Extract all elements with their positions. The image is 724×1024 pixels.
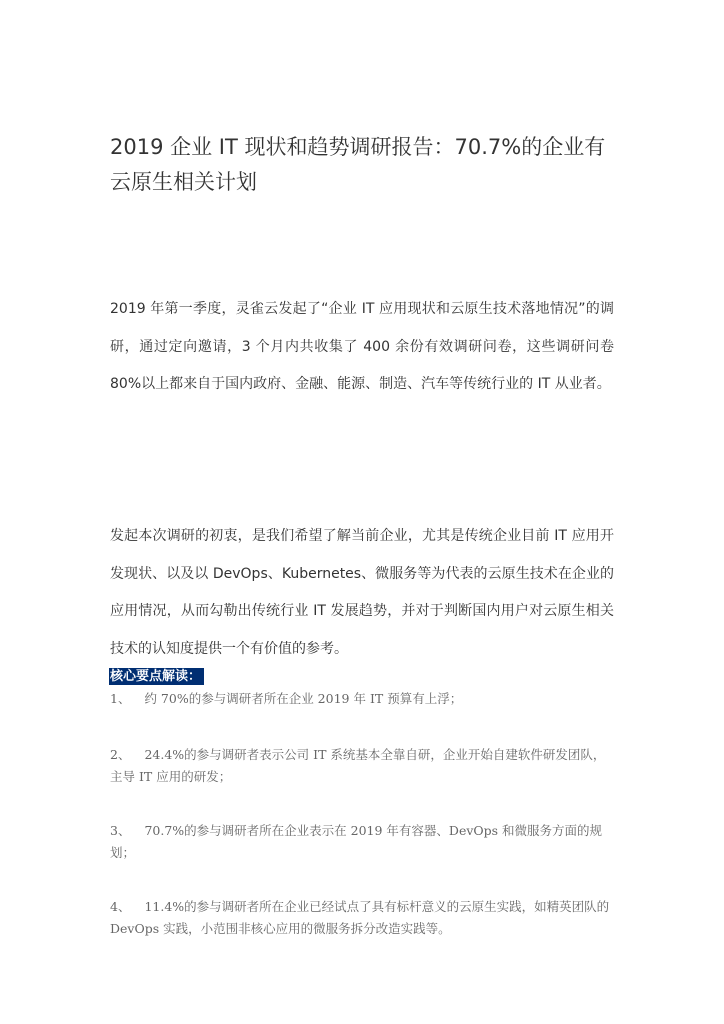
key-point-number: 1、: [110, 691, 131, 706]
key-point-number: 2、: [110, 747, 131, 762]
key-point-number: 4、: [110, 899, 131, 914]
intro-paragraph: 2019 年第一季度，灵雀云发起了“企业 IT 应用现状和云原生技术落地情况”的调研，通过定向邀请，3 个月内共收集了 400 余份有效调研问卷，这些调研问卷 80%以上都来自于国内政府、金融、能源、制造、汽车等传统行业的 IT 从业者。: [110, 301, 614, 392]
key-point-number: 3、: [110, 823, 131, 838]
key-point-text: 约 70%的参与调研者所在企业 2019 年 IT 预算有上浮；: [144, 691, 463, 706]
key-point-text: 24.4%的参与调研者表示公司 IT 系统基本全靠自研，企业开始自建软件研发团队，主导 IT 应用的研发；: [110, 747, 606, 784]
article-title: 2019 企业 IT 现状和趋势调研报告：70.7%的企业有云原生相关计划: [110, 135, 606, 194]
purpose-paragraph: 发起本次调研的初衷，是我们希望了解当前企业，尤其是传统企业目前 IT 应用开发现状、以及以 DevOps、Kubernetes、微服务等为代表的云原生技术在企业的应用情况，从而勾勒出传统行业 IT 发展趋势，并对于判断国内用户对云原生相关技术的认知度提供一个有价值的参考。: [110, 528, 614, 657]
key-point-2: [110, 744, 616, 788]
key-point-text: 11.4%的参与调研者所在企业已经试点了具有标杆意义的云原生实践，如精英团队的 DevOps 实践，小范围非核心应用的微服务拆分改造实践等。: [110, 899, 610, 936]
key-points-heading: 核心要点解读：: [109, 668, 204, 685]
key-point-4: [110, 896, 616, 940]
key-point-1: [110, 688, 616, 710]
key-point-3: [110, 820, 616, 864]
key-point-text: 70.7%的参与调研者所在企业表示在 2019 年有容器、DevOps 和微服务方面的规划；: [110, 823, 603, 860]
